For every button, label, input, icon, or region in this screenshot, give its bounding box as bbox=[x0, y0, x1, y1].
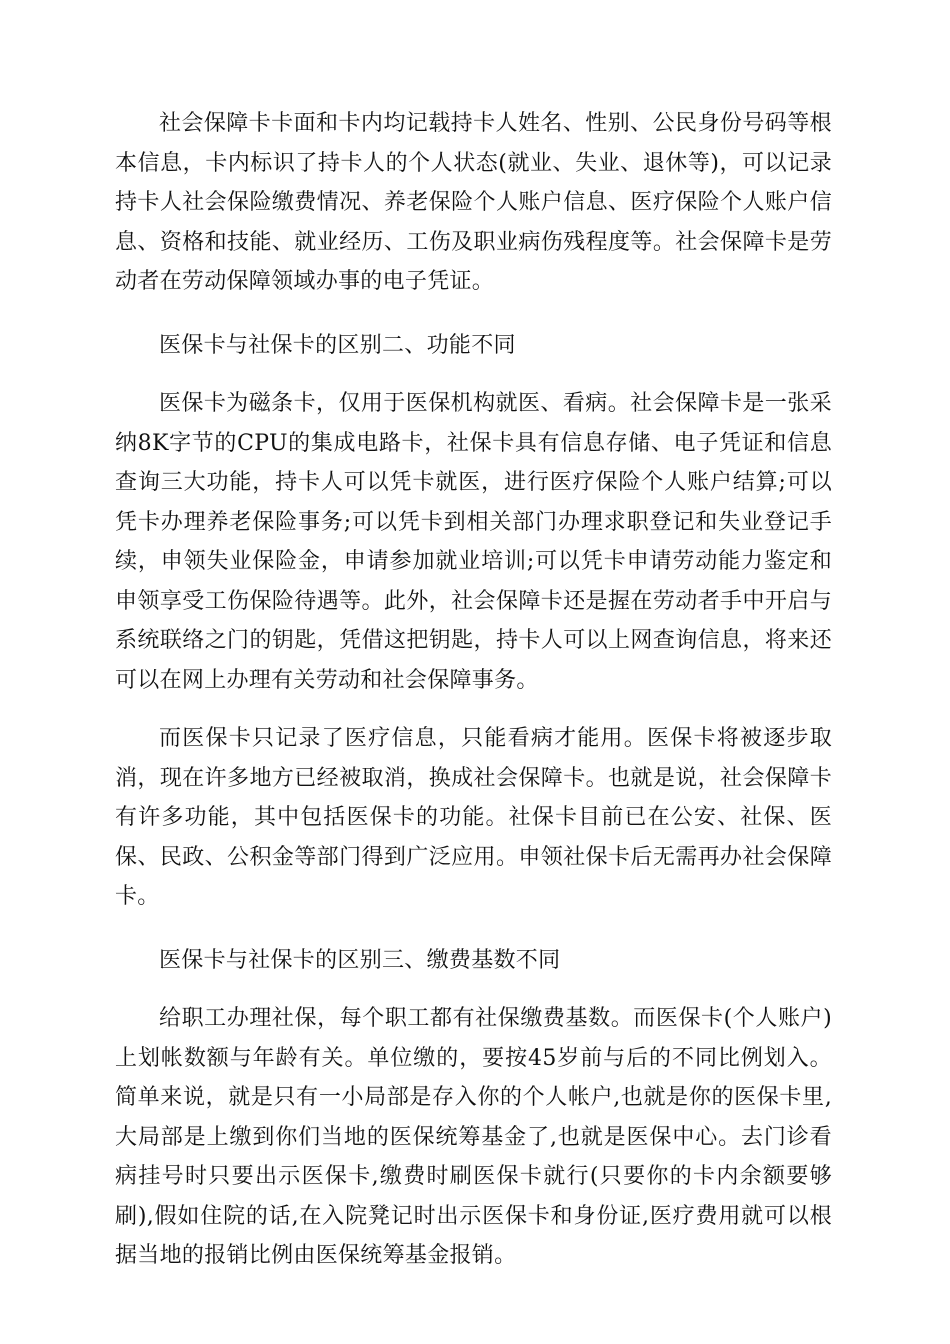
paragraph-card-info: 社会保障卡卡面和卡内均记载持卡人姓名、性别、公民身份号码等根本信息，卡内标识了持卡人的个人状态(就业、失业、退休等)，可以记录持卡人社会保险缴费情况、养老保险个人账户信息、医疗保险个人账户信息、资格和技能、就业经历、工伤及职业病伤残程度等。社会保障卡是劳动者在劳动保障领域办事的电子凭证。 bbox=[115, 111, 832, 294]
section-heading-function: 医保卡与社保卡的区别二、功能不同 bbox=[159, 332, 516, 358]
paragraph-card-function: 医保卡为磁条卡，仅用于医保机构就医、看病。社会保障卡是一张采纳8K字节的CPU的集成电路卡，社保卡具有信息存储、电子凭证和信息查询三大功能，持卡人可以凭卡就医，进行医疗保险个人账户结算;可以凭卡办理养老保险事务;可以凭卡到相关部门办理求职登记和失业登记手续，申领失业保险金，申请参加就业培训;可以凭卡申请劳动能力鉴定和申领享受工伤保险待遇等。此外，社会保障卡还是握在劳动者手中开启与系统联络之门的钥匙，凭借这把钥匙，持卡人可以上网查询信息，将来还可以在网上办理有关劳动和社会保障事务。 bbox=[115, 391, 832, 693]
paragraph-contribution-base: 给职工办理社保，每个职工都有社保缴费基数。而医保卡(个人账户)上划帐数额与年龄有关。单位缴的，要按45岁前与后的不同比例划入。简单来说，就是只有一小局部是存入你的个人帐户,也就是你的医保卡里,大局部是上缴到你们当地的医保统筹基金了,也就是医保中心。去门诊看病挂号时只要出示医保卡,缴费时刷医保卡就行(只要你的卡内余额要够刷),假如住院的话,在入院凳记时出示医保卡和身份证,医疗费用就可以根据当地的报销比例由医保统筹基金报销。 bbox=[115, 1006, 832, 1268]
section-heading-contribution: 医保卡与社保卡的区别三、缴费基数不同 bbox=[159, 947, 561, 973]
paragraph-medical-card-limit: 而医保卡只记录了医疗信息，只能看病才能用。医保卡将被逐步取消，现在许多地方已经被取消，换成社会保障卡。也就是说，社会保障卡有许多功能，其中包括医保卡的功能。社保卡目前已在公安、社保、医保、民政、公积金等部门得到广泛应用。申领社保卡后无需再办社会保障卡。 bbox=[115, 726, 832, 909]
